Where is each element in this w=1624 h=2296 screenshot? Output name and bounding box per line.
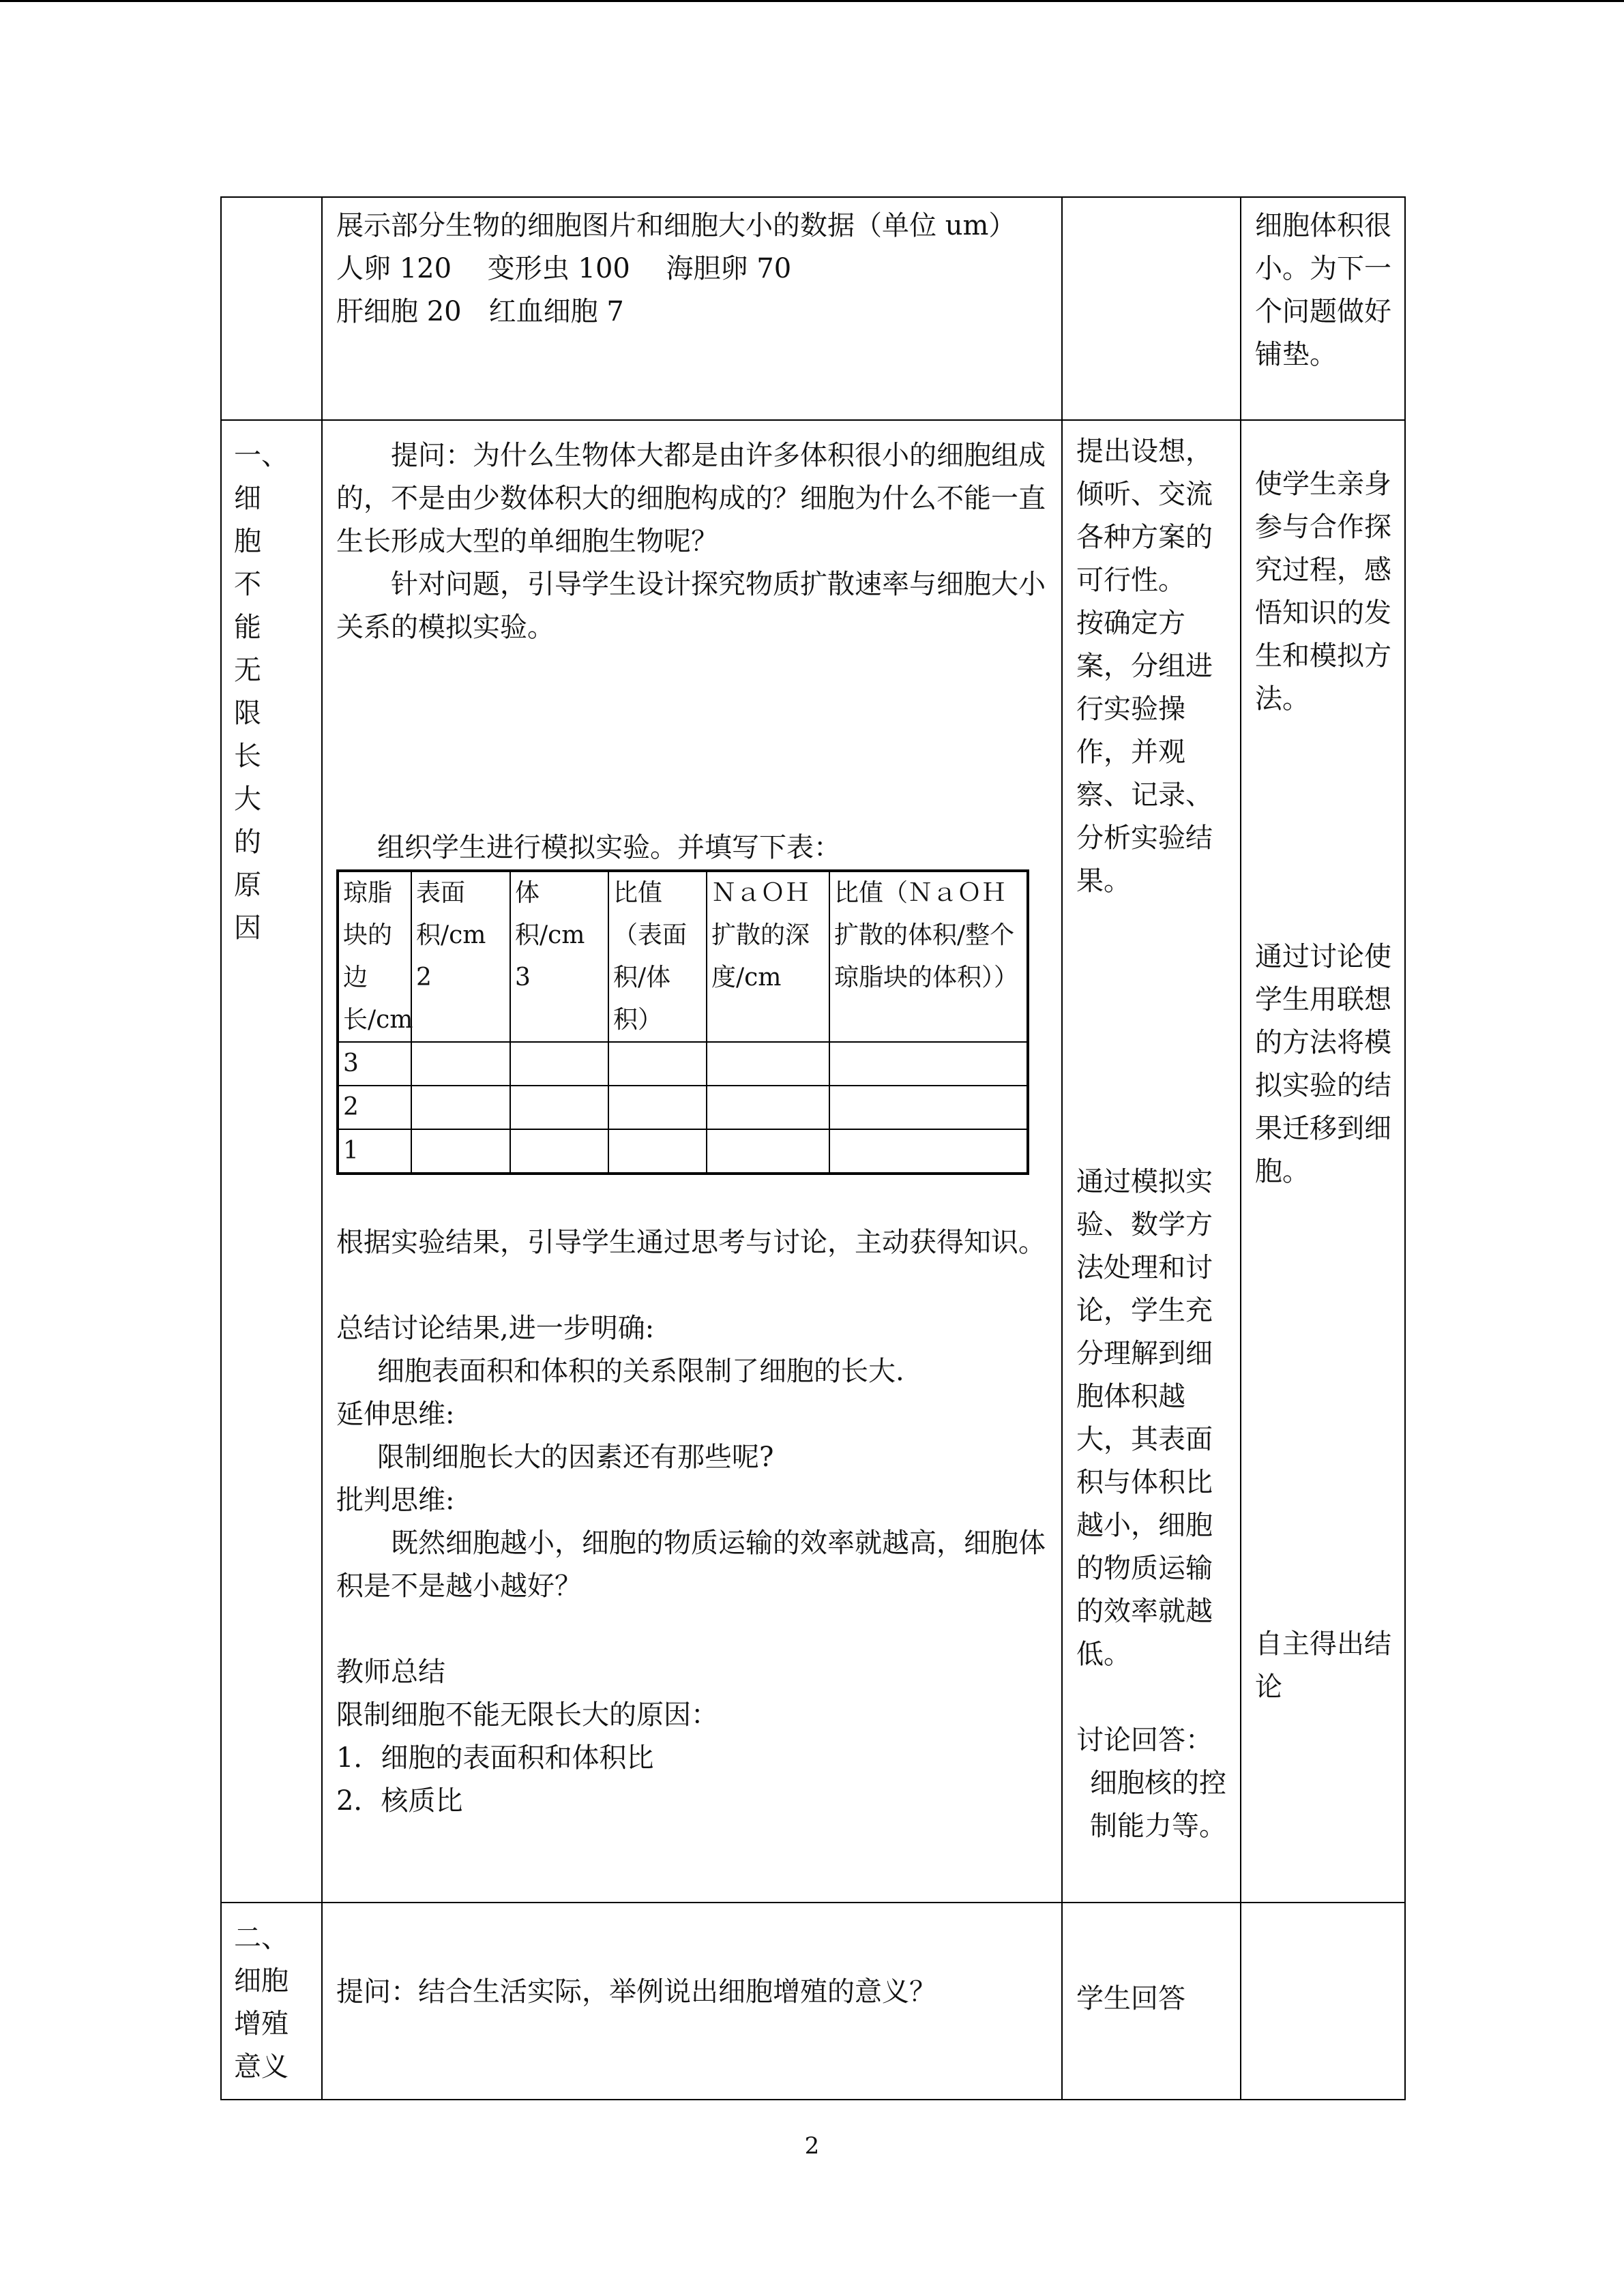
blank-space: [1255, 1193, 1395, 1623]
experiment-table-header-row: [338, 871, 1028, 1042]
empty-cell: [510, 1086, 608, 1129]
question-text: 提问：结合生活实际，举例说出细胞增殖的意义？: [336, 1976, 936, 2008]
blank-space: [1255, 721, 1395, 936]
section-label-char: 细胞: [234, 1965, 289, 1997]
section-label-char: 一、: [234, 440, 289, 471]
student-activity-cell: [1062, 420, 1241, 1903]
blank-space: [1076, 903, 1230, 1161]
section-label-cell: [221, 420, 322, 1903]
section-label-char: 大: [234, 784, 261, 815]
table-row: [221, 197, 1405, 420]
teaching-content-cell: [322, 1903, 1062, 2100]
empty-cell: [608, 1129, 707, 1174]
empty-cell: [829, 1129, 1028, 1174]
design-purpose-cell: [1241, 420, 1405, 1903]
empty-cell: [510, 1042, 608, 1086]
row-label-cell: 2: [338, 1086, 411, 1129]
teaching-content-cell: [322, 420, 1062, 1903]
blank-space: [336, 1264, 1052, 1307]
experiment-table-row: [338, 1042, 1028, 1086]
design-purpose-cell: [1241, 197, 1405, 420]
section-label-char: 无: [234, 655, 261, 686]
experiment-table-row: [338, 1129, 1028, 1174]
student-activity-text: 细胞核的控制能力等。: [1090, 1768, 1226, 1842]
blank-space: [336, 649, 1052, 826]
section-label-char: 原: [234, 869, 261, 901]
blank-space: [336, 1608, 1052, 1651]
header-cell-volume: 体积/cm 3: [510, 871, 608, 1042]
critical-title: 批判思维:: [336, 1485, 455, 1516]
header-cell-naoh-depth: ＮａＯＨ扩散的深度/cm: [707, 871, 829, 1042]
row-label-cell: 1: [338, 1129, 411, 1174]
content-line: 展示部分生物的细胞图片和细胞大小的数据（单位 um）: [336, 210, 1016, 241]
section-label-char: 长: [234, 741, 261, 772]
table-intro-text: 组织学生进行模拟实验。并填写下表：: [377, 832, 841, 863]
after-table-text: 根据实验结果，引导学生通过思考与讨论，主动获得知识。: [336, 1227, 1046, 1258]
summary-text: 细胞表面积和体积的关系限制了细胞的长大.: [377, 1356, 904, 1387]
experiment-table-row: [338, 1086, 1028, 1129]
empty-cell: [608, 1086, 707, 1129]
student-activity-text: 讨论回答：: [1076, 1725, 1213, 1756]
empty-cell: [829, 1042, 1028, 1086]
section-label-char: 因: [234, 912, 261, 944]
critical-text: 既然细胞越小，细胞的物质运输的效率就越高，细胞体积是不是越小越好？: [336, 1527, 1046, 1602]
student-activity-text: 提出设想，倾听、交流各种方案的可行性。: [1076, 436, 1213, 596]
section-cell-empty: [221, 197, 322, 420]
row-label-cell: 3: [338, 1042, 411, 1086]
lesson-plan-table: [220, 196, 1406, 2100]
content-line: 肝细胞 20 红血细胞 7: [336, 296, 624, 327]
empty-cell: [411, 1086, 510, 1129]
limit-title: 限制细胞不能无限长大的原因：: [336, 1699, 718, 1731]
teacher-summary-title: 教师总结: [336, 1656, 445, 1688]
experiment-table: [336, 869, 1029, 1175]
student-activity-text: 按确定方案，分组进行实验操作，并观察、记录、分析实验结果。: [1076, 608, 1213, 897]
page-number: 2: [804, 2132, 820, 2160]
blank-space: [336, 1187, 1052, 1221]
student-activity-text: 通过模拟实验、数学方法处理和讨论，学生充分理解到细胞体积越大，其表面积与体积比越小，细胞的物质运输的效率就越低。: [1076, 1166, 1213, 1670]
section-label-char: 细: [234, 483, 261, 514]
guide-text: 针对问题，引导学生设计探究物质扩散速率与细胞大小关系的模拟实验。: [336, 569, 1046, 643]
empty-cell: [411, 1042, 510, 1086]
empty-cell: [510, 1129, 608, 1174]
student-activity-cell-empty: [1062, 197, 1241, 420]
purpose-text: 使学生亲身参与合作探究过程，感悟知识的发生和模拟方法。: [1255, 468, 1391, 715]
empty-cell: [707, 1129, 829, 1174]
extend-title: 延伸思维:: [336, 1399, 455, 1430]
extend-text: 限制细胞长大的因素还有那些呢?: [377, 1442, 774, 1473]
section-label-char: 能: [234, 612, 261, 643]
top-border-line: [0, 0, 1624, 2]
empty-cell: [829, 1086, 1028, 1129]
header-cell-surface-area: 表面积/cm 2: [411, 871, 510, 1042]
student-activity-cell: [1062, 1903, 1241, 2100]
empty-cell: [608, 1042, 707, 1086]
purpose-text: 自主得出结论: [1255, 1628, 1391, 1703]
purpose-text: 通过讨论使学生用联想的方法将模拟实验的结果迁移到细胞。: [1255, 941, 1391, 1187]
table-row: [221, 1903, 1405, 2100]
empty-cell: [707, 1042, 829, 1086]
empty-cell: [707, 1086, 829, 1129]
section-label-char: 限: [234, 698, 261, 729]
teaching-content-cell: [322, 197, 1062, 420]
table-row: [221, 420, 1405, 1903]
limit-item: 1．细胞的表面积和体积比: [336, 1742, 654, 1774]
header-cell-ratio: 比值（表面积/体积）: [608, 871, 707, 1042]
header-cell-naoh-ratio: 比值（ＮａＯＨ扩散的体积/整个琼脂块的体积））: [829, 871, 1028, 1042]
header-cell-edge-length: 琼脂块的边长/cm: [338, 871, 411, 1042]
section-label-char: 二、: [234, 1922, 289, 1954]
section-label-char: 不: [234, 569, 261, 600]
purpose-text: 细胞体积很小。为下一个问题做好铺垫。: [1255, 210, 1391, 370]
summary-title: 总结讨论结果,进一步明确:: [336, 1313, 655, 1344]
design-purpose-cell-empty: [1241, 1903, 1405, 2100]
content-line: 人卵 120 变形虫 100 海胆卵 70: [336, 253, 792, 284]
blank-space: [1076, 1676, 1230, 1719]
question-text: 提问：为什么生物体大都是由许多体积很小的细胞组成的，不是由少数体积大的细胞构成的？细胞为什么不能一直生长形成大型的单细胞生物呢？: [336, 440, 1046, 557]
empty-cell: [411, 1129, 510, 1174]
section-label-char: 意义: [234, 2051, 289, 2083]
section-label-cell: [221, 1903, 322, 2100]
section-label-char: 胞: [234, 526, 261, 557]
student-activity-text: 学生回答: [1076, 1983, 1185, 2014]
section-label-char: 增殖: [234, 2008, 289, 2040]
limit-item: 2．核质比: [336, 1785, 463, 1817]
section-label-char: 的: [234, 826, 261, 858]
